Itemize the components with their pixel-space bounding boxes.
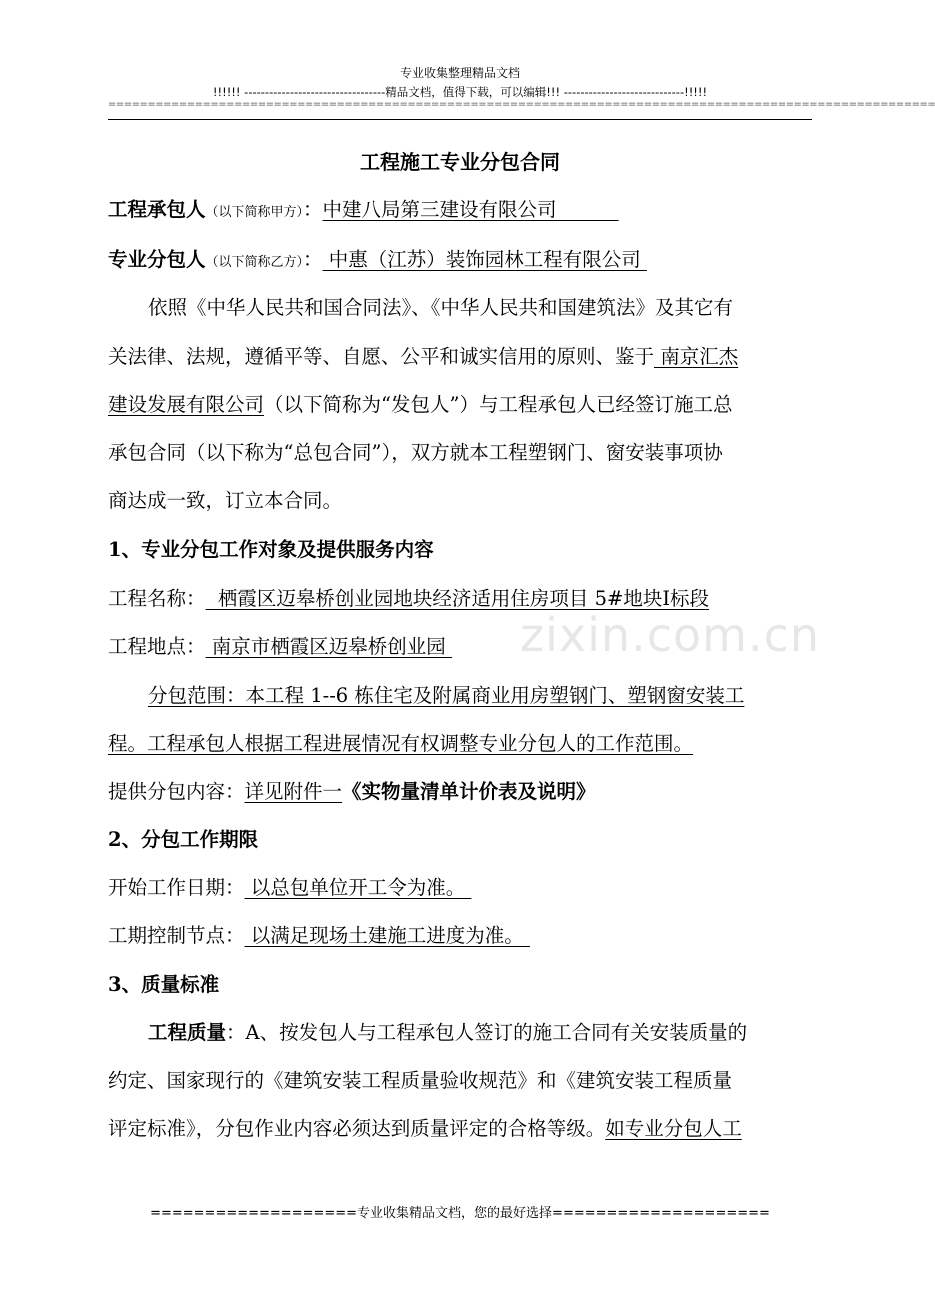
party-b-colon: ： bbox=[303, 248, 323, 271]
start-date-line bbox=[108, 874, 812, 904]
footer-banner: ===================专业收集精品文档，您的最好选择==================== bbox=[150, 1206, 770, 1221]
schedule-node-label: 工期控制节点： bbox=[108, 924, 245, 947]
section-1-heading: 1、专业分包工作对象及提供服务内容 bbox=[108, 538, 434, 561]
party-a-line bbox=[108, 196, 812, 226]
document-title: 工程施工专业分包合同 bbox=[360, 150, 560, 174]
party-a-note: （以下简称甲方） bbox=[205, 205, 304, 220]
project-site-line bbox=[108, 633, 812, 663]
quality-line-3-text: 评定标准》，分包作业内容必须达到质量评定的合格等级。 bbox=[108, 1117, 606, 1140]
service-content-label: 提供分包内容： bbox=[108, 780, 245, 803]
employer-name-part1: 南京汇杰 bbox=[654, 345, 739, 368]
attachment-title: 《实物量清单计价表及说明》 bbox=[342, 780, 596, 803]
quality-line-2: 约定、国家现行的《建筑安装工程质量验收规范》和《建筑安装工程质量 bbox=[108, 1069, 733, 1092]
header-rule bbox=[108, 119, 812, 120]
project-site-value: 南京市栖霞区迈皋桥创业园 bbox=[205, 635, 452, 658]
intro-line-2-text: 关法律、法规，遵循平等、自愿、公平和诚实信用的原则、鉴于 bbox=[108, 345, 655, 368]
quality-line-1 bbox=[148, 1019, 812, 1049]
project-name-line bbox=[108, 585, 812, 615]
project-site-label: 工程地点： bbox=[108, 635, 206, 658]
quality-line-3 bbox=[108, 1115, 812, 1145]
intro-line-3-text: （以下简称为“发包人”）与工程承包人已经签订施工总 bbox=[264, 393, 733, 416]
watermark: zixin.com.cn bbox=[520, 608, 821, 662]
header-banner: !!!!!! ----------------------------------精品文档，值得下载，可以编辑!!! -----------------------------!!!!! bbox=[212, 85, 708, 99]
start-date-value: 以总包单位开工令为准。 bbox=[244, 876, 472, 899]
header-title: 专业收集整理精品文档 bbox=[399, 66, 520, 80]
project-name-label: 工程名称： bbox=[108, 587, 206, 610]
section-2-heading: 2、分包工作期限 bbox=[108, 828, 259, 851]
intro-line-2 bbox=[108, 343, 812, 373]
quality-line-1-text: ：A、按发包人与工程承包人签订的施工合同有关安装质量的 bbox=[226, 1021, 748, 1044]
header-separator: ========================================================================================================= bbox=[108, 99, 935, 110]
section-3-heading: 3、质量标准 bbox=[108, 973, 220, 996]
intro-line-1: 依照《中华人民共和国合同法》、《中华人民共和国建筑法》及其它有 bbox=[148, 296, 734, 319]
service-content-line bbox=[108, 778, 812, 808]
start-date-label: 开始工作日期： bbox=[108, 876, 245, 899]
party-a-colon: ： bbox=[303, 198, 323, 221]
intro-line-5: 商达成一致，订立本合同。 bbox=[108, 489, 343, 512]
scope-line-1: 分包范围：本工程 1--6 栋住宅及附属商业用房塑钢门、塑钢窗安装工 bbox=[148, 684, 745, 707]
quality-line-3-underlined: 如专业分包人工 bbox=[605, 1117, 742, 1140]
intro-line-3 bbox=[108, 391, 812, 421]
scope-line-2: 程。工程承包人根据工程进展情况有权调整专业分包人的工作范围。 bbox=[108, 732, 694, 755]
service-content-value: 详见附件一 bbox=[244, 780, 343, 803]
schedule-node-line bbox=[108, 922, 812, 952]
party-b-note: （以下简称乙方） bbox=[205, 255, 304, 270]
project-name-value: 栖霞区迈皋桥创业园地块经济适用住房项目 5#地块Ⅰ标段 bbox=[205, 587, 710, 610]
party-b-line bbox=[108, 246, 812, 276]
quality-label: 工程质量 bbox=[148, 1021, 227, 1044]
intro-line-4: 承包合同（以下称为“总包合同”），双方就本工程塑钢门、窗安装事项协 bbox=[108, 441, 723, 464]
party-b-label: 专业分包人 bbox=[108, 248, 206, 271]
party-a-label: 工程承包人 bbox=[108, 198, 206, 221]
schedule-node-value: 以满足现场土建施工进度为准。 bbox=[244, 924, 530, 947]
party-b-value: 中惠（江苏）装饰园林工程有限公司 bbox=[322, 248, 647, 271]
employer-name-part2: 建设发展有限公司 bbox=[108, 393, 265, 416]
party-a-value: 中建八局第三建设有限公司 bbox=[322, 198, 619, 221]
